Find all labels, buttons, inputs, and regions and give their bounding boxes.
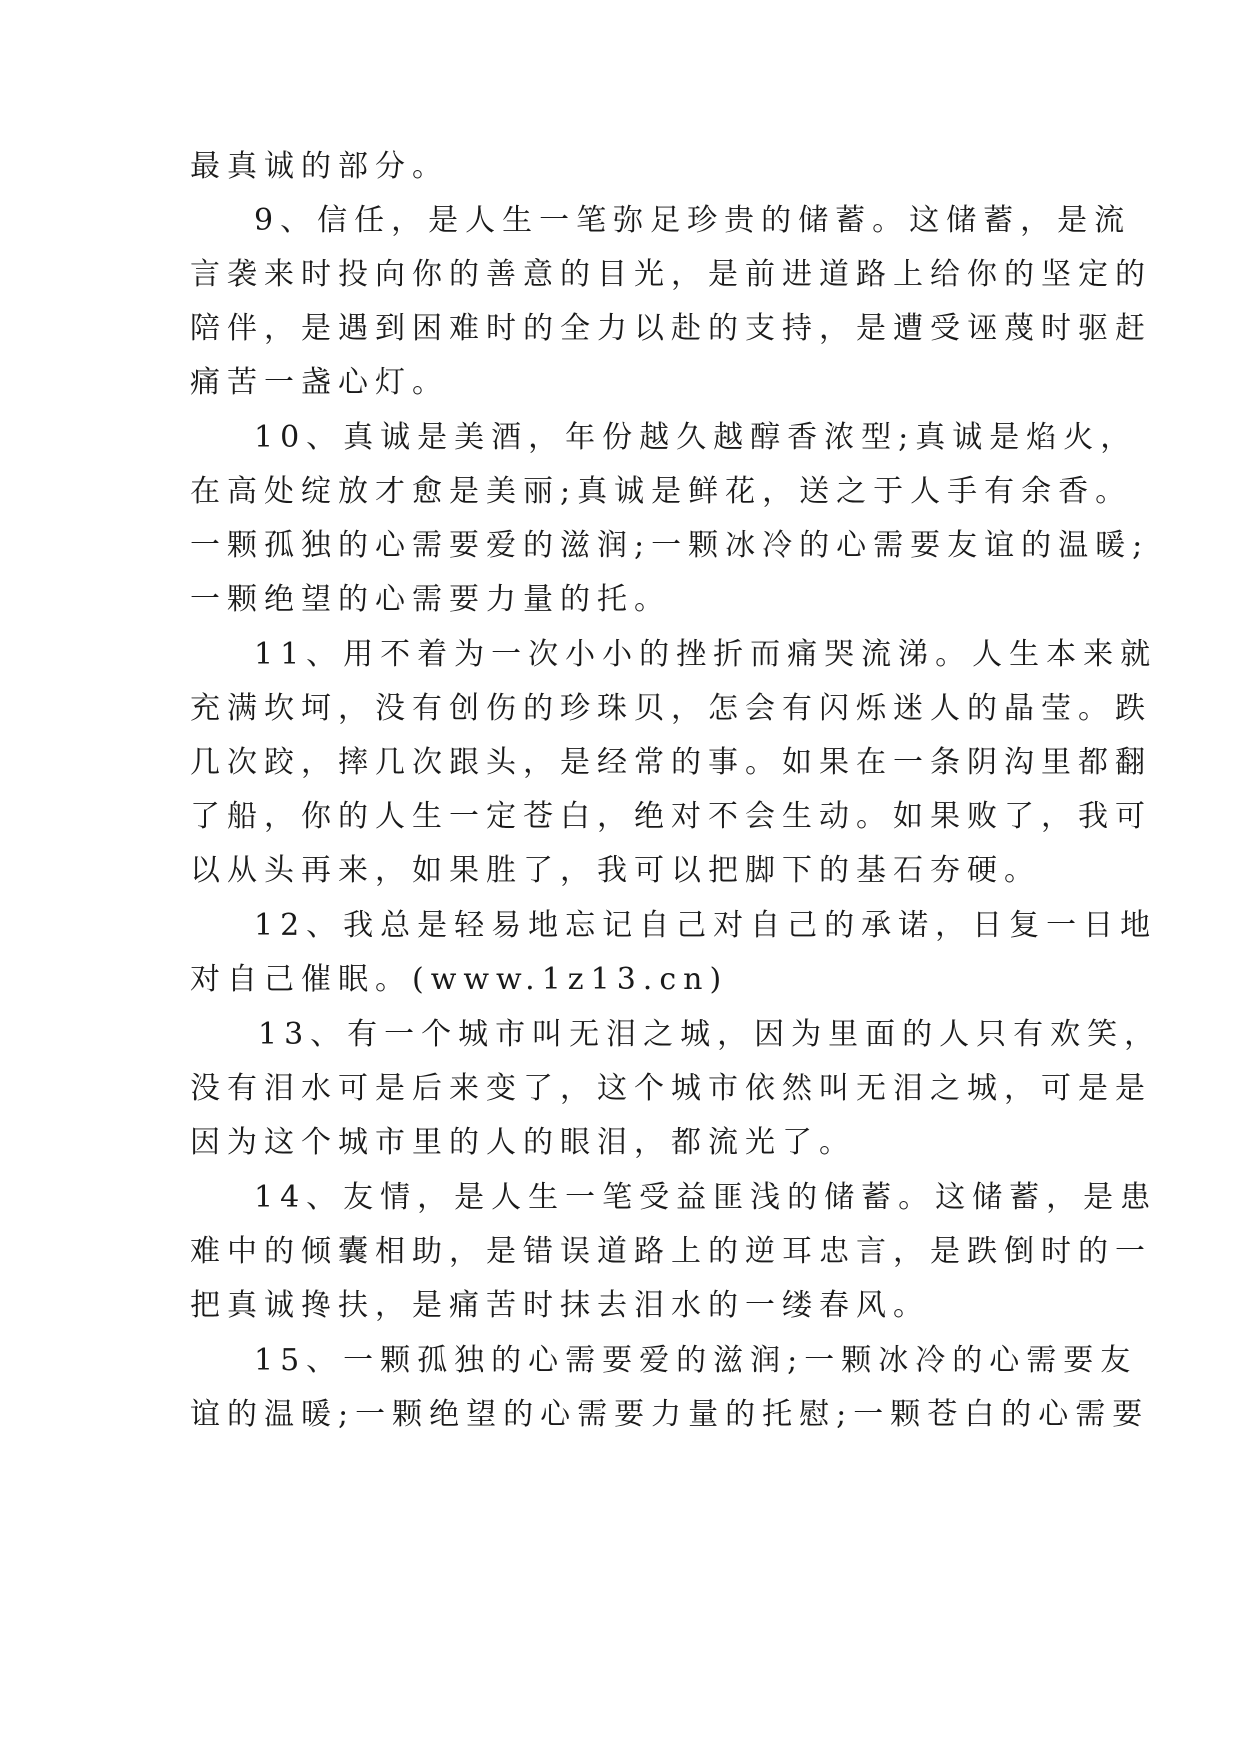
paragraph-9-line-1: 9、信任，是人生一笔弥足珍贵的储蓄。这储蓄，是流 xyxy=(254,203,1132,238)
paragraph-9-line-2: 言袭来时投向你的善意的目光，是前进道路上给你的坚定的 xyxy=(190,257,1152,292)
paragraph-11-line-5: 以从头再来，如果胜了，我可以把脚下的基石夯硬。 xyxy=(190,853,1041,888)
paragraph-12-line-1: 12、我总是轻易地忘记自己对自己的承诺，日复一日地 xyxy=(254,908,1158,943)
paragraph-15-line-1: 15、一颗孤独的心需要爱的滋润;一颗冰冷的心需要友 xyxy=(254,1343,1138,1378)
paragraph-10-line-1: 10、真诚是美酒，年份越久越醇香浓型;真诚是焰火， xyxy=(254,420,1138,455)
paragraph-12-line-2: 对自己催眠。(www.1z13.cn) xyxy=(190,962,729,997)
paragraph-14-line-1: 14、友情，是人生一笔受益匪浅的储蓄。这储蓄，是患 xyxy=(254,1180,1158,1215)
paragraph-13-line-1: 13、有一个城市叫无泪之城，因为里面的人只有欢笑， xyxy=(258,1017,1162,1052)
paragraph-14-line-3: 把真诚搀扶，是痛苦时抹去泪水的一缕春风。 xyxy=(190,1288,930,1323)
paragraph-10-line-3: 一颗孤独的心需要爱的滋润;一颗冰冷的心需要友谊的温暖; xyxy=(190,528,1150,563)
paragraph-8-line-end: 最真诚的部分。 xyxy=(190,149,449,184)
paragraph-9-line-3: 陪伴，是遇到困难时的全力以赴的支持，是遭受诬蔑时驱赶 xyxy=(190,311,1152,346)
paragraph-9-line-4: 痛苦一盏心灯。 xyxy=(190,365,449,400)
paragraph-15-line-2: 谊的温暖;一颗绝望的心需要力量的托慰;一颗苍白的心需要 xyxy=(190,1397,1150,1432)
paragraph-14-line-2: 难中的倾囊相助，是错误道路上的逆耳忠言，是跌倒时的一 xyxy=(190,1234,1152,1269)
paragraph-11-line-4: 了船，你的人生一定苍白，绝对不会生动。如果败了，我可 xyxy=(190,799,1152,834)
paragraph-13-line-2: 没有泪水可是后来变了，这个城市依然叫无泪之城，可是是 xyxy=(190,1071,1152,1106)
paragraph-11-line-3: 几次跤，摔几次跟头，是经常的事。如果在一条阴沟里都翻 xyxy=(190,745,1152,780)
paragraph-10-line-4: 一颗绝望的心需要力量的托。 xyxy=(190,582,671,617)
paragraph-11-line-2: 充满坎坷，没有创伤的珍珠贝，怎会有闪烁迷人的晶莹。跌 xyxy=(190,691,1152,726)
paragraph-11-line-1: 11、用不着为一次小小的挫折而痛哭流涕。人生本来就 xyxy=(254,637,1158,672)
paragraph-10-line-2: 在高处绽放才愈是美丽;真诚是鲜花，送之于人手有余香。 xyxy=(190,474,1133,509)
paragraph-13-line-3: 因为这个城市里的人的眼泪，都流光了。 xyxy=(190,1125,856,1160)
